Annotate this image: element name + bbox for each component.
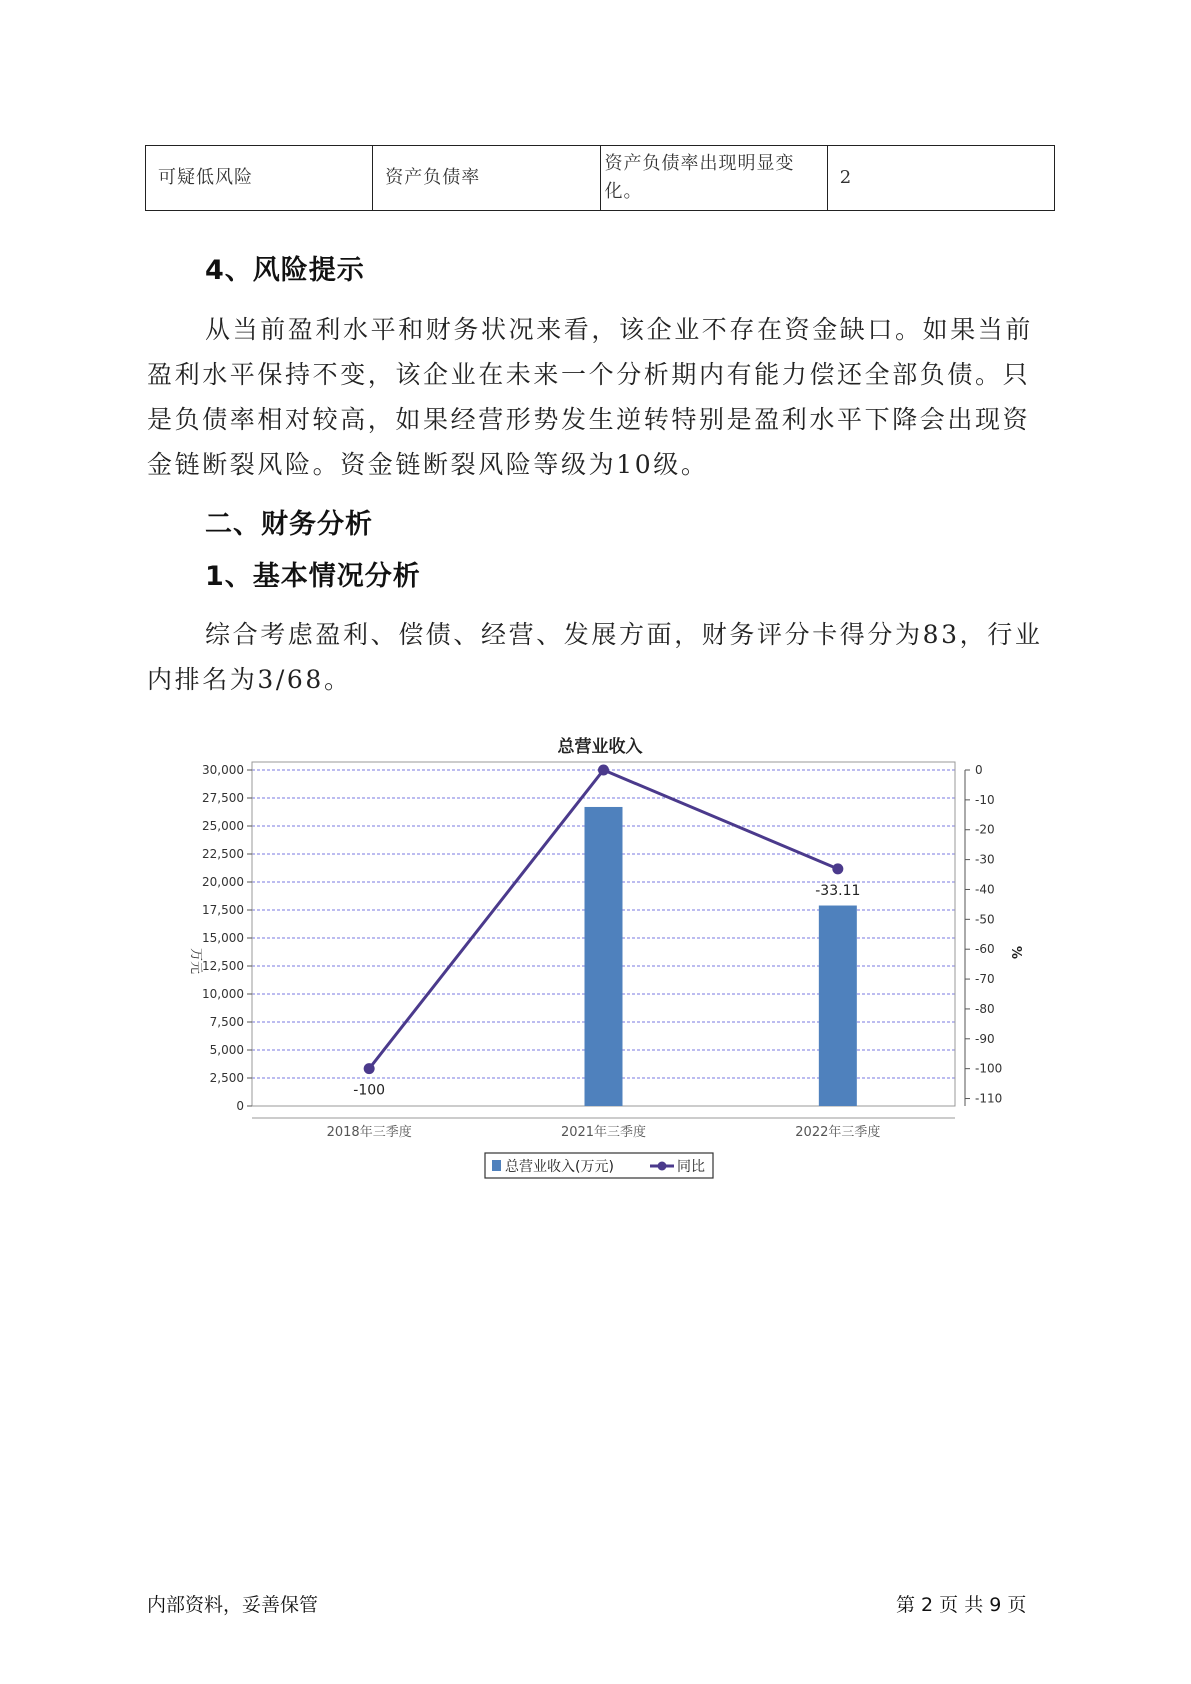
legend-line-marker: [658, 1162, 667, 1171]
indicator-cell: 资产负债率: [373, 146, 600, 211]
revenue-bar: [585, 807, 623, 1106]
revenue-bar: [819, 906, 857, 1106]
chart-legend: [485, 1153, 713, 1178]
yoy-point: [364, 1063, 375, 1074]
score-paragraph: 综合考虑盈利、偿债、经营、发展方面，财务评分卡得分为83，行业内排名为3/68。: [147, 620, 1043, 694]
score-cell: 2: [827, 146, 1054, 211]
data-label: -33.11: [815, 882, 861, 899]
y2-tick-label: -20: [975, 822, 995, 837]
y2-tick-label: -100: [975, 1061, 1003, 1076]
y2-tick-label: -90: [975, 1031, 995, 1046]
legend-bar-label: 总营业收入(万元): [505, 1159, 614, 1175]
y-tick-label: 25,000: [202, 819, 244, 833]
page-number: 第 2 页 共 9 页: [896, 1594, 1027, 1616]
y2-tick-label: 0: [975, 763, 983, 777]
risk-heading: 4、风险提示: [205, 255, 365, 286]
table-row: [146, 146, 1055, 211]
y-tick-label: 2,500: [209, 1071, 244, 1085]
y-tick-label: 20,000: [202, 875, 244, 889]
y-tick-label: 10,000: [202, 987, 244, 1001]
revenue-chart: [180, 728, 1030, 1190]
y-axis-label: 万元: [188, 948, 203, 975]
bar-series: [585, 807, 857, 1106]
y-tick-label: 7,500: [209, 1015, 244, 1029]
y2-axis-label: %: [1008, 946, 1023, 960]
yoy-point: [832, 863, 843, 874]
y-tick-label: 27,500: [202, 791, 244, 805]
description-cell: 资产负债率出现明显变化。: [600, 146, 827, 211]
y2-tick-label: -110: [975, 1091, 1003, 1106]
risk-level-cell: 可疑低风险: [146, 146, 373, 211]
y-tick-label: 30,000: [202, 763, 244, 777]
y-tick-label: 0: [236, 1099, 244, 1113]
y2-tick-label: -70: [975, 972, 995, 987]
y-tick-label: 17,500: [202, 903, 244, 917]
legend-bar-swatch: [492, 1160, 501, 1171]
y2-tick-label: -30: [975, 852, 995, 867]
x-tick-label: 2021年三季度: [560, 1125, 647, 1140]
data-label: -100: [353, 1082, 386, 1099]
y2-tick-label: -50: [975, 912, 995, 927]
footer-note: 内部资料，妥善保管: [147, 1594, 319, 1616]
y-tick-label: 12,500: [202, 959, 244, 973]
y2-tick-label: -10: [975, 792, 995, 807]
y2-tick-label: -80: [975, 1001, 995, 1016]
risk-paragraph: 从当前盈利水平和财务状况来看，该企业不存在资金缺口。如果当前盈利水平保持不变，该企业在未来一个分析期内有能力偿还全部负债。只是负债率相对较高，如果经营形势发生逆转特别是盈利水平下降会出现资金链断裂风险。资金链断裂风险等级为10级。: [147, 315, 1034, 479]
y-tick-label: 5,000: [209, 1043, 244, 1057]
basic-analysis-heading: 1、基本情况分析: [205, 561, 421, 592]
y-tick-label: 22,500: [202, 847, 244, 861]
risk-table: [145, 145, 1055, 211]
x-tick-label: 2018年三季度: [326, 1125, 412, 1140]
y2-tick-label: -60: [975, 942, 995, 957]
legend-line-label: 同比: [677, 1159, 705, 1175]
y-tick-label: 15,000: [202, 931, 244, 945]
y2-tick-label: -40: [975, 882, 995, 897]
yoy-point: [598, 765, 609, 776]
x-tick-label: 2022年三季度: [795, 1125, 881, 1140]
financial-analysis-heading: 二、财务分析: [205, 509, 373, 540]
chart-title: 总营业收入: [557, 737, 643, 757]
